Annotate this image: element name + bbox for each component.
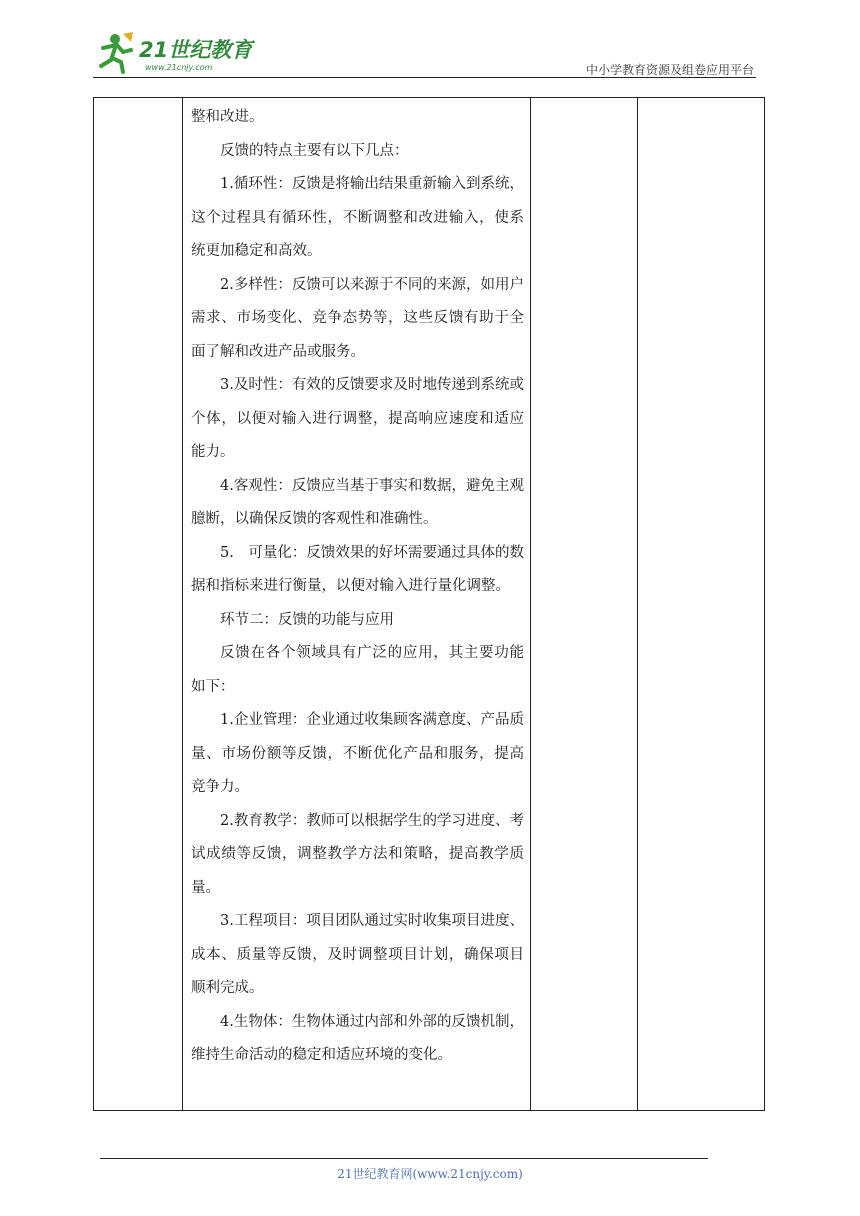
header-divider [93, 77, 756, 78]
teaching-content [191, 101, 524, 1073]
paragraph: 3.及时性：有效的反馈要求及时地传递到系统或个体，以便对输入进行调整，提高响应速度和适应能力。 [191, 377, 524, 460]
column-divider [637, 98, 638, 1110]
column-divider [182, 98, 183, 1110]
column-divider [530, 98, 531, 1110]
paragraph: 反馈的特点主要有以下几点： [220, 142, 409, 159]
paragraph: 5. 可量化：反馈效果的好坏需要通过具体的数据和指标来进行衡量，以便对输入进行量化调整。 [191, 544, 524, 594]
paragraph: 1.企业管理：企业通过收集顾客满意度、产品质量、市场份额等反馈，不断优化产品和服务，提高竞争力。 [191, 712, 524, 795]
paragraph: 2.多样性：反馈可以来源于不同的来源，如用户需求、市场变化、竞争态势等，这些反馈有助于全面了解和改进产品或服务。 [191, 276, 524, 360]
paragraph: 3.工程项目：项目团队通过实时收集项目进度、成本、质量等反馈，及时调整项目计划，确保项目顺利完成。 [191, 913, 524, 996]
paragraph: 4.生物体：生物体通过内部和外部的反馈机制，维持生命活动的稳定和适应环境的变化。 [191, 1013, 524, 1063]
paragraph: 反馈在各个领域具有广泛的应用，其主要功能如下： [191, 645, 524, 695]
logo [93, 30, 263, 76]
paragraph: 整和改进。 [191, 109, 264, 125]
runner-icon [101, 32, 133, 72]
paragraph: 1.循环性：反馈是将输出结果重新输入到系统，这个过程具有循环性，不断调整和改进输入，使系统更加稳定和高效。 [191, 176, 524, 259]
footer-link[interactable]: 21世纪教育网(www.21cnjy.com) [337, 1167, 523, 1181]
logo-url: www.21cnjy.com [145, 63, 213, 72]
section-heading: 环节二：反馈的功能与应用 [220, 611, 394, 628]
page-header [93, 30, 756, 80]
platform-label: 中小学教育资源及组卷应用平台 [585, 63, 754, 77]
paragraph: 4.客观性：反馈应当基于事实和数据，避免主观臆断，以确保反馈的客观性和准确性。 [191, 477, 524, 527]
footer-divider [100, 1158, 708, 1159]
paragraph: 2.教育教学：教师可以根据学生的学习进度、考试成绩等反馈，调整教学方法和策略，提高教学质量。 [191, 812, 524, 896]
logo-text: 21世纪教育 [139, 38, 253, 62]
